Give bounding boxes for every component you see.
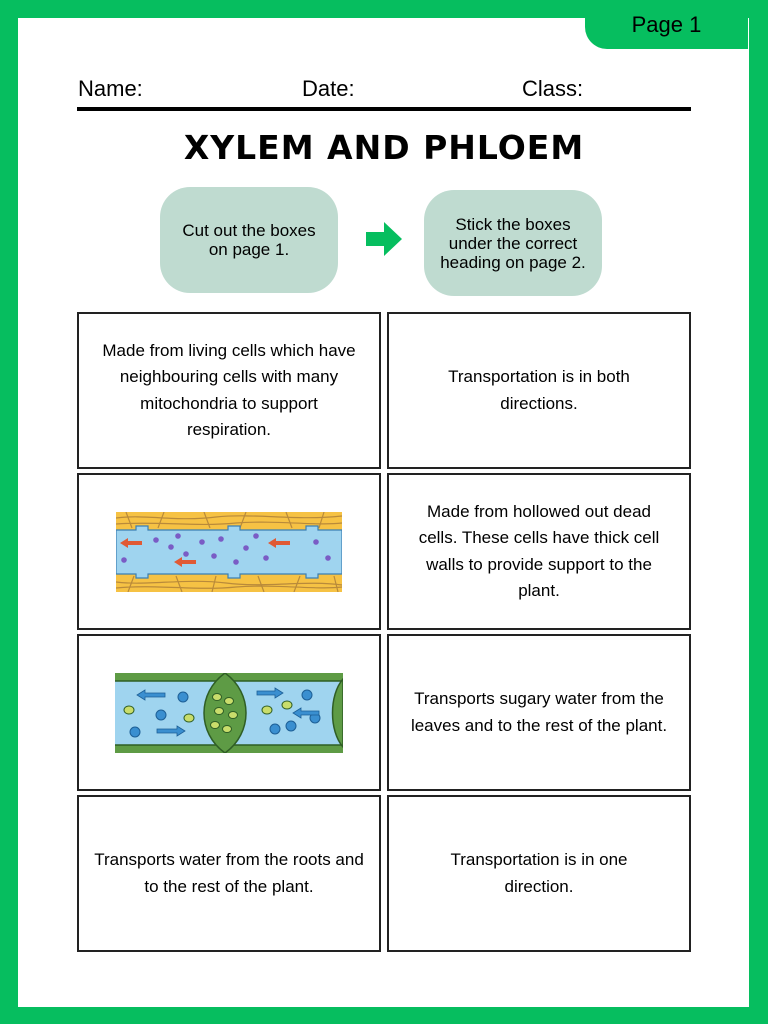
instruction-step-2 <box>424 190 602 296</box>
header-divider <box>77 107 691 111</box>
card-2-text: Transportation is in both directions. <box>448 367 630 413</box>
instruction-step-2-text: Stick the boxes under the correct heading on page 2. <box>440 214 586 272</box>
student-info-row <box>78 76 690 106</box>
cut-out-card-4[interactable] <box>387 473 691 630</box>
cut-out-card-2[interactable] <box>387 312 691 469</box>
card-1-text: Made from living cells which have neighbouring cells with many mitochondria to support respiration. <box>102 340 356 439</box>
cut-out-card-6[interactable] <box>387 634 691 791</box>
name-label: Name: <box>78 76 143 101</box>
page-number-label: Page 1 <box>631 11 702 37</box>
instruction-step-1 <box>160 187 338 293</box>
date-label: Date: <box>302 76 355 101</box>
worksheet-title: XYLEM AND PHLOEM <box>183 128 585 167</box>
cut-out-card-3[interactable] <box>77 473 381 630</box>
card-7-text: Transports water from the roots and to the rest of the plant. <box>94 850 364 896</box>
card-4-text: Made from hollowed out dead cells. These cells have thick cell walls to provide support to the plant. <box>418 501 660 600</box>
cut-out-card-8[interactable] <box>387 795 691 952</box>
cut-out-card-1[interactable] <box>77 312 381 469</box>
card-8-text: Transportation is in one direction. <box>450 850 628 896</box>
xylem-vessel-diagram <box>116 512 342 592</box>
page-number-tab <box>585 0 748 49</box>
cut-out-card-7[interactable] <box>77 795 381 952</box>
card-6-text: Transports sugary water from the leaves and to the rest of the plant. <box>410 689 668 735</box>
cut-out-card-5[interactable] <box>77 634 381 791</box>
instruction-step-1-text: Cut out the boxes on page 1. <box>182 221 316 259</box>
phloem-tube-diagram <box>115 673 343 753</box>
right-arrow-icon <box>366 222 402 261</box>
class-label: Class: <box>522 76 584 101</box>
